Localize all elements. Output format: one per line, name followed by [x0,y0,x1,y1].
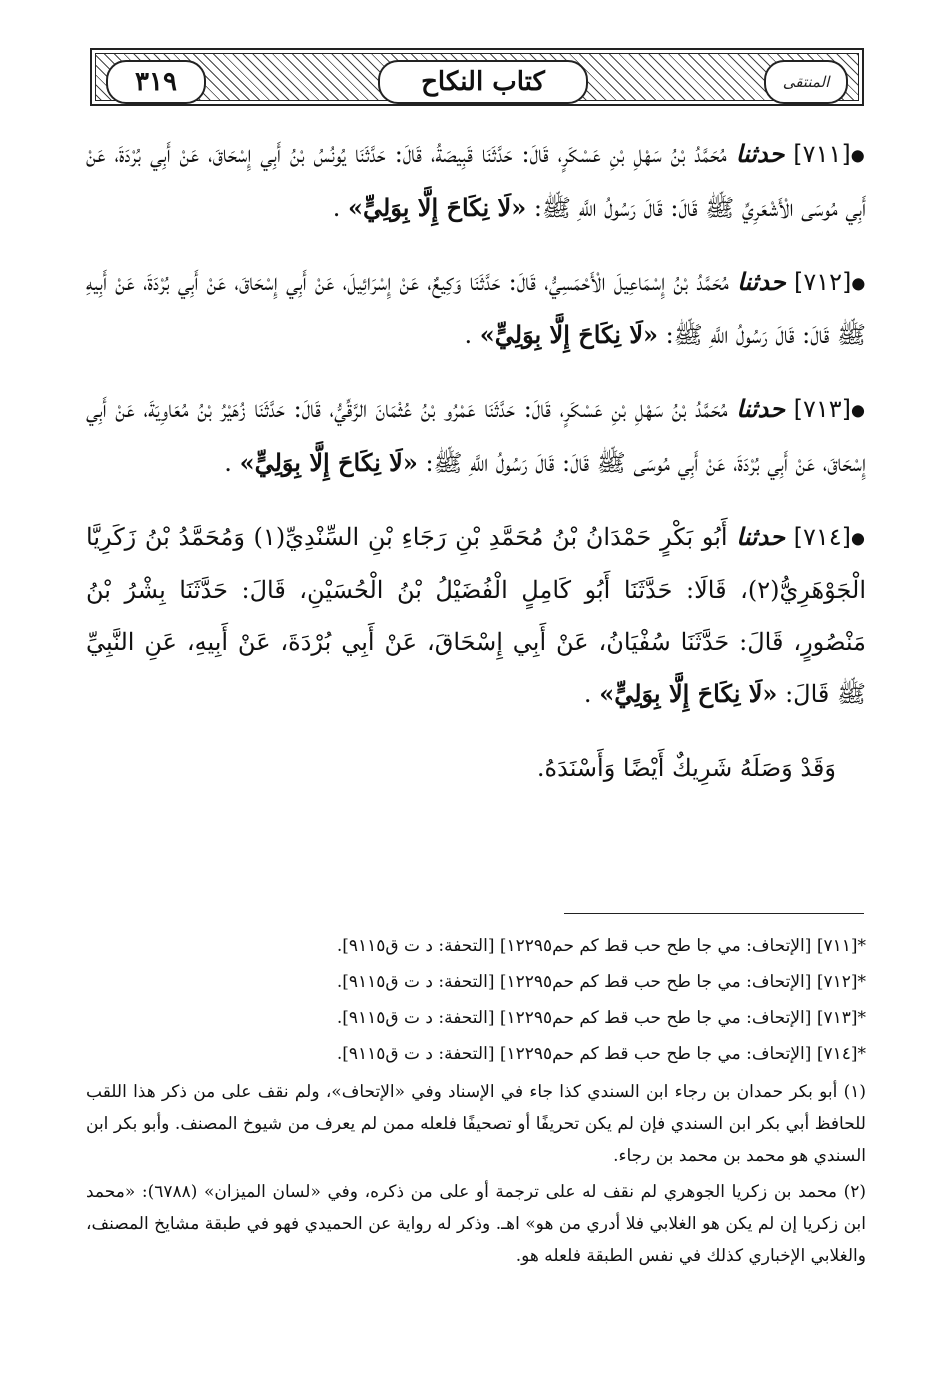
hadith-text: أَبُو بَكْرٍ حَمْدَانُ بْنُ مُحَمَّدِ بْنِ رَجَاءِ بْنِ السِّنْدِيِّ(١) وَمُحَمَّدُ بْنُ زَكَرِيَّا الْجَوْهَرِيُّ(٢)، قَالَا: حَدَّثَنَا أَبُو كَامِلٍ الْفُضَيْلُ بْنُ الْحُسَيْنِ، قَالَ: حَدَّثَنَا بِشْرُ بْنُ مَنْصُورٍ، قَالَ: حَدَّثَنَا سُفْيَانُ، عَنْ أَبِي إِسْحَاقَ، عَنْ أَبِي بُرْدَةَ، عَنْ أَبِيهِ، عَنِ النَّبِيِّ ﷺ قَالَ: [86,522,867,708]
page-number-cartouche [106,60,206,104]
apparatus-line-713: *[٧١٣] [الإتحاف: مي جا طح حب قط كم حم١٢٢٩٥] [التحفة: د ت ق٩١١٥]. [336,1008,866,1028]
hadith-711 [86,128,866,234]
hadith-713 [86,383,866,489]
hadith-opener: حدثنا [735,139,785,168]
apparatus-line-712: *[٧١٢] [الإتحاف: مي جا طح حب قط كم حم١٢٢٩٥] [التحفة: د ت ق٩١١٥]. [336,972,866,992]
bullet-icon: ● [850,145,866,165]
footnotes-section [86,928,866,1272]
hadith-opener: حدثنا [736,521,785,551]
chapter-title-cartouche [378,60,588,104]
hadith-end: . [332,193,341,222]
hadith-end: . [583,680,592,708]
apparatus-line-711: *[٧١١] [الإتحاف: مي جا طح حب قط كم حم١٢٢٩٥] [التحفة: د ت ق٩١١٥]. [336,936,866,956]
bullet-icon: ● [851,400,866,420]
hadith-quote: «لَا نِكَاحَ إِلَّا بِوَلِيٍّ» [348,192,527,222]
hadith-opener: حدثنا [736,394,785,423]
hadith-number: [٧١٣] [793,395,851,423]
hadith-number: [٧١٢] [794,267,852,296]
chapter-title: كتاب النكاح [421,67,545,97]
hadith-quote: «لَا نِكَاحَ إِلَّا بِوَلِيٍّ» [239,447,418,477]
hadith-quote: «لَا نِكَاحَ إِلَّا بِوَلِيٍّ» [479,320,659,349]
hadith-text: مُحَمَّدُ بْنُ إِسْمَاعِيلَ الْأَحْمَسِيُّ، قَالَ: حَدَّثَنَا وَكِيعٌ، عَنْ إِسْرَائِيلَ، عَنْ أَبِي إِسْحَاقَ، عَنْ أَبِي بُرْدَةَ، عَنْ أَبِيهِ ﷺ قَالَ: قَالَ رَسُولُ اللَّهِ ﷺ: [86,267,866,349]
footnote-2: (٢) محمد بن زكريا الجوهري لم نقف له على ترجمة أو على من ذكره، وفي «لسان الميزان» (٦٧٨٨): «محمد ابن زكريا إن لم يكن هو الغلابي فلا أدري من هو» اهـ. وذكر له رواية عن الحميدي فهو في طبقة مشايخ المصنف، والغلابي الإخباري كذلك في نفس الطبقة فلعله هو. [86,1182,866,1266]
hadith-number: [٧١١] [793,140,851,168]
bullet-icon: ● [851,528,866,547]
hadith-number: [٧١٤] [793,522,851,551]
page-number: ٣١٩ [135,67,177,97]
bullet-icon: ● [851,273,866,292]
page-header [90,48,864,106]
apparatus-line-714: *[٧١٤] [الإتحاف: مي جا طح حب قط كم حم١٢٢٩٥] [التحفة: د ت ق٩١١٥]. [336,1044,866,1064]
hadith-714 [86,511,866,721]
hadith-712 [86,256,866,362]
book-logo-text: المنتقى [782,73,830,91]
hadith-opener: حدثنا [737,266,786,296]
hadith-end: . [224,448,232,477]
footnote-divider [564,913,864,914]
hadith-quote: «لَا نِكَاحَ إِلَّا بِوَلِيٍّ» [599,679,778,708]
closing-remark: وَقَدْ وَصَلَهُ شَرِيكٌ أَيْضًا وَأَسْنَدَهُ. [536,754,836,782]
main-text [86,128,866,794]
hadith-text: مُحَمَّدُ بْنُ سَهْلِ بْنِ عَسْكَرٍ، قَالَ: حَدَّثَنَا قَبِيصَةُ، قَالَ: حَدَّثَنَا يُونُسُ بْنُ أَبِي إِسْحَاقَ، عَنْ أَبِي بُرْدَةَ، عَنْ أَبِي مُوسَى الْأَشْعَرِيِّ ﷺ قَالَ: قَالَ رَسُولُ اللَّهِ ﷺ: [86,140,866,222]
footnote-1: (١) أبو بكر حمدان بن رجاء ابن السندي كذا جاء في الإسناد وفي «الإتحاف»، ولم نقف على من ذكر هذا اللقب للحافظ أبي بكر ابن السندي فإن لم يكن تحريفًا أو تصحيفًا فلعله ممن لم يعرف من شيوخ المصنف. وأبو بكر ابن السندي هو محمد بن محمد بن رجاء. [86,1082,866,1166]
book-logo [764,60,848,104]
hadith-text: مُحَمَّدُ بْنُ سَهْلِ بْنِ عَسْكَرٍ، قَالَ: حَدَّثَنَا عَمْرُو بْنُ عُثْمَانَ الرَّقِّيُّ، قَالَ: حَدَّثَنَا زُهَيْرُ بْنُ مُعَاوِيَةَ، عَنْ أَبِي إِسْحَاقَ، عَنْ أَبِي بُرْدَةَ، عَنْ أَبِي مُوسَى ﷺ قَالَ: قَالَ رَسُولُ اللَّهِ ﷺ: [86,395,866,477]
hadith-end: . [464,321,473,349]
header-ornament-band [95,53,859,101]
